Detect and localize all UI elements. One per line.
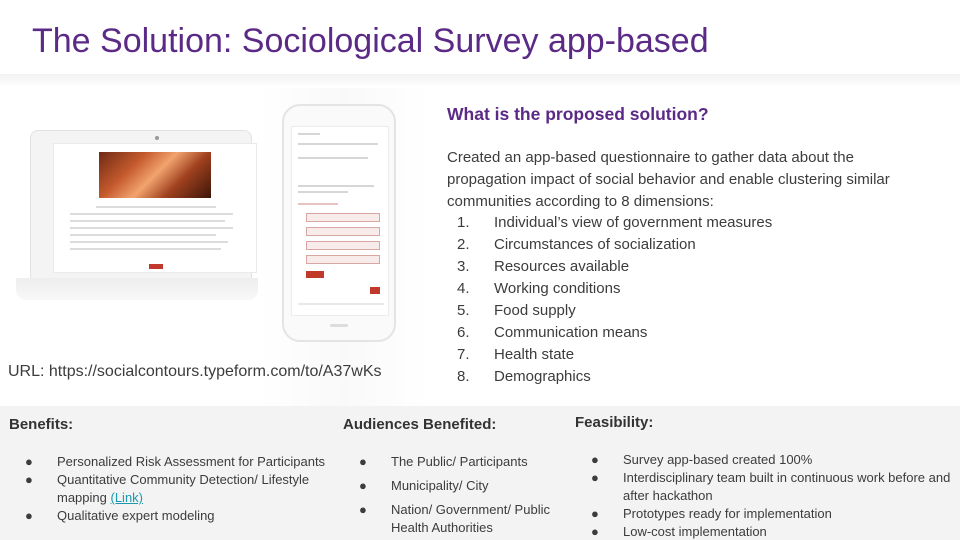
phone-mockup-image (282, 104, 396, 342)
laptop-mockup-image (16, 130, 258, 300)
survey-option (306, 227, 380, 236)
choose-hint (298, 203, 338, 205)
address-bar (298, 143, 378, 145)
survey-option (306, 241, 380, 250)
solution-intro: Created an app-based questionnaire to gather data about the propagation impact of social behavior and enable clustering similar communities according to 8 dimensions: (447, 149, 890, 210)
dimension-item: 8. Demographics (457, 368, 591, 385)
phone-screen (291, 126, 389, 316)
survey-text-lines (70, 206, 242, 255)
laptop-screen (53, 143, 257, 273)
dimension-item: 4. Working conditions (457, 280, 621, 297)
url-label: URL: (8, 363, 45, 380)
dimension-item: 5. Food supply (457, 302, 576, 319)
feasibility-item: ● Low-cost implementation (591, 524, 767, 539)
dimensions-list (447, 212, 907, 388)
survey-option (306, 213, 380, 222)
title-divider-shadow (0, 74, 960, 88)
survey-option (306, 255, 380, 264)
benefits-list (25, 453, 345, 525)
dimension-item: 2. Circumstances of socialization (457, 236, 696, 253)
benefits-heading: Benefits: (9, 416, 74, 433)
nav-button (370, 287, 380, 294)
slide-title: The Solution: Sociological Survey app-based (32, 22, 709, 60)
survey-url (8, 363, 382, 381)
browser-toolbar (298, 303, 384, 305)
audience-item: ● Nation/ Government/ Public Health Authorities (359, 502, 550, 535)
question-header (298, 157, 368, 159)
audience-item: ● The Public/ Participants (359, 454, 528, 469)
url-value: https://socialcontours.typeform.com/to/A37wKs (48, 363, 382, 380)
dimension-item: 6. Communication means (457, 324, 648, 341)
camera-dot (155, 136, 159, 140)
question-line (298, 185, 374, 187)
feasibility-item: ● Survey app-based created 100% (591, 452, 813, 467)
question-line (298, 191, 348, 193)
feasibility-heading: Feasibility: (575, 414, 654, 431)
home-indicator (330, 324, 348, 327)
feasibility-item: ● Interdisciplinary team built in continuous work before and after hackathon (591, 470, 951, 503)
benefit-item: ● Quantitative Community Detection/ Lifestyle mapping (Link) (25, 472, 310, 505)
canyon-photo (99, 152, 211, 198)
dimension-item: 7. Health state (457, 346, 575, 363)
laptop-base (16, 278, 258, 300)
solution-heading: What is the proposed solution? (447, 104, 709, 124)
status-bar (298, 133, 320, 135)
feasibility-list (591, 451, 951, 540)
laptop-lid (30, 130, 252, 280)
audience-item: ● Municipality/ City (359, 478, 489, 493)
dimension-item: 3. Resources available (457, 258, 630, 275)
mapping-link[interactable]: (Link) (110, 490, 144, 505)
ok-button (306, 271, 324, 278)
benefit-item: ● Qualitative expert modeling (25, 508, 215, 523)
dimension-item: 1. Individual’s view of government measures (457, 214, 773, 231)
audiences-heading: Audiences Benefited: (343, 416, 497, 433)
benefit-item: ● Personalized Risk Assessment for Participants (25, 454, 326, 469)
feasibility-item: ● Prototypes ready for implementation (591, 506, 832, 521)
survey-start-button (149, 264, 163, 269)
audiences-list (359, 453, 564, 537)
